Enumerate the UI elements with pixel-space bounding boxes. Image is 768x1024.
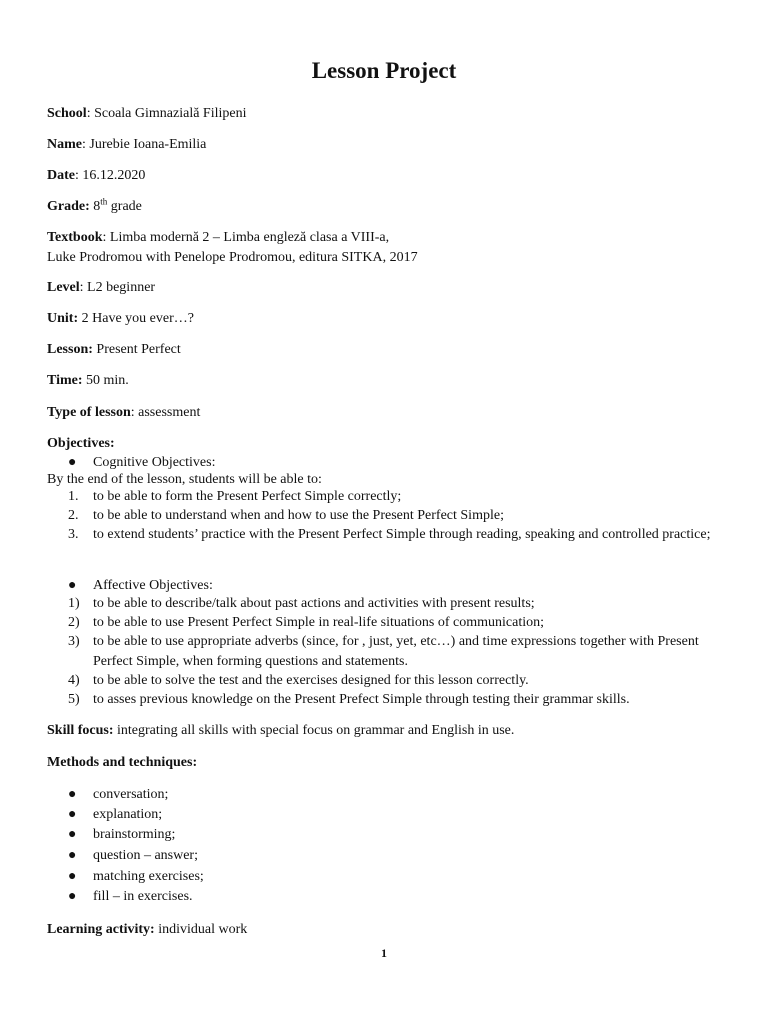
list-marker: 2. — [68, 508, 79, 523]
list-item: matching exercises; — [93, 869, 204, 884]
name-field — [47, 135, 738, 155]
bullet-icon: ● — [68, 807, 77, 822]
type-field — [47, 403, 738, 423]
list-item: to be able to understand when and how to use the Present Perfect Simple; — [93, 508, 504, 523]
list-item: to be able to use appropriate adverbs (since, for , just, yet, etc…) and time expressions together with Present Perfect Simple, when forming questions and statements. — [93, 634, 699, 669]
list-item: to be able to form the Present Perfect Simple correctly; — [93, 489, 402, 504]
list-marker: 1) — [68, 596, 80, 611]
page-number: 1 — [381, 946, 387, 960]
grade-value: 8 — [89, 199, 101, 214]
time-field — [47, 371, 738, 391]
date-label: Date — [47, 168, 75, 183]
date-value: : 16.12.2020 — [75, 168, 146, 183]
unit-value: 2 Have you ever…? — [78, 311, 194, 326]
name-label: Name — [47, 137, 82, 152]
affective-objectives-title: Affective Objectives: — [93, 578, 213, 593]
level-label: Level — [47, 280, 80, 295]
learning-activity-value: individual work — [154, 922, 248, 937]
level-value: : L2 beginner — [79, 280, 156, 295]
list-item: explanation; — [93, 807, 163, 822]
bullet-icon: ● — [68, 787, 77, 802]
page-title: Lesson Project — [311, 58, 457, 83]
list-item: to be able to solve the test and the exercises designed for this lesson correctly. — [93, 673, 529, 688]
learning-activity-field — [47, 920, 738, 940]
list-item: question – answer; — [93, 848, 198, 863]
list-marker: 4) — [68, 673, 80, 688]
textbook-field — [47, 228, 738, 268]
cognitive-intro: By the end of the lesson, students will be able to: — [47, 472, 322, 487]
level-field — [47, 278, 738, 298]
skill-focus-value: integrating all skills with special focus on grammar and English in use. — [113, 723, 515, 738]
type-value: : assessment — [130, 405, 201, 420]
unit-field — [47, 309, 738, 329]
type-label: Type of lesson — [47, 405, 131, 420]
school-value: : Scoala Gimnazială Filipeni — [86, 106, 247, 121]
learning-activity-label: Learning activity: — [47, 922, 155, 937]
list-item: to be able to use Present Perfect Simple in real-life situations of communication; — [93, 615, 544, 630]
grade-field — [47, 197, 738, 217]
list-marker: 3. — [68, 527, 79, 542]
list-item: brainstorming; — [93, 827, 176, 842]
cognitive-objectives-title: Cognitive Objectives: — [93, 455, 216, 470]
textbook-value: : Limba modernă 2 – Limba engleză clasa a VIII-a, — [102, 230, 390, 245]
methods-heading: Methods and techniques: — [47, 755, 198, 770]
bullet-icon: ● — [68, 889, 77, 904]
name-value: : Jurebie Ioana-Emilia — [82, 137, 207, 152]
lesson-value: Present Perfect — [92, 342, 181, 357]
bullet-icon: ● — [68, 848, 77, 863]
school-label: School — [47, 106, 87, 121]
objectives-heading: Objectives: — [47, 436, 115, 451]
list-item: conversation; — [93, 787, 169, 802]
lesson-label: Lesson: — [47, 342, 93, 357]
bullet-icon: ● — [68, 869, 77, 884]
list-item: fill – in exercises. — [93, 889, 193, 904]
skill-focus-label: Skill focus: — [47, 723, 114, 738]
unit-label: Unit: — [47, 311, 79, 326]
list-item: to extend students’ practice with the Present Perfect Simple through reading, speaking and controlled practice; — [93, 527, 711, 542]
time-value: 50 min. — [82, 373, 129, 388]
textbook-label: Textbook — [47, 230, 103, 245]
skill-focus-field — [47, 721, 738, 741]
list-marker: 3) — [68, 634, 80, 649]
date-field — [47, 166, 738, 186]
bullet-icon: ● — [68, 578, 77, 593]
list-marker: 5) — [68, 692, 80, 707]
list-marker: 1. — [68, 489, 79, 504]
bullet-icon: ● — [68, 827, 77, 842]
list-marker: 2) — [68, 615, 80, 630]
list-item: to be able to describe/talk about past actions and activities with present results; — [93, 596, 535, 611]
textbook-value-line2: Luke Prodromou with Penelope Prodromou, editura SITKA, 2017 — [47, 250, 418, 265]
bullet-icon: ● — [68, 455, 77, 470]
list-item: to asses previous knowledge on the Present Prefect Simple through testing their grammar skills. — [93, 692, 630, 707]
time-label: Time: — [47, 373, 83, 388]
grade-label: Grade: — [47, 199, 90, 214]
grade-value-suffix: grade — [107, 199, 142, 214]
school-field — [47, 104, 738, 124]
grade-ordinal-suffix: th — [100, 196, 108, 207]
lesson-field — [47, 340, 738, 360]
